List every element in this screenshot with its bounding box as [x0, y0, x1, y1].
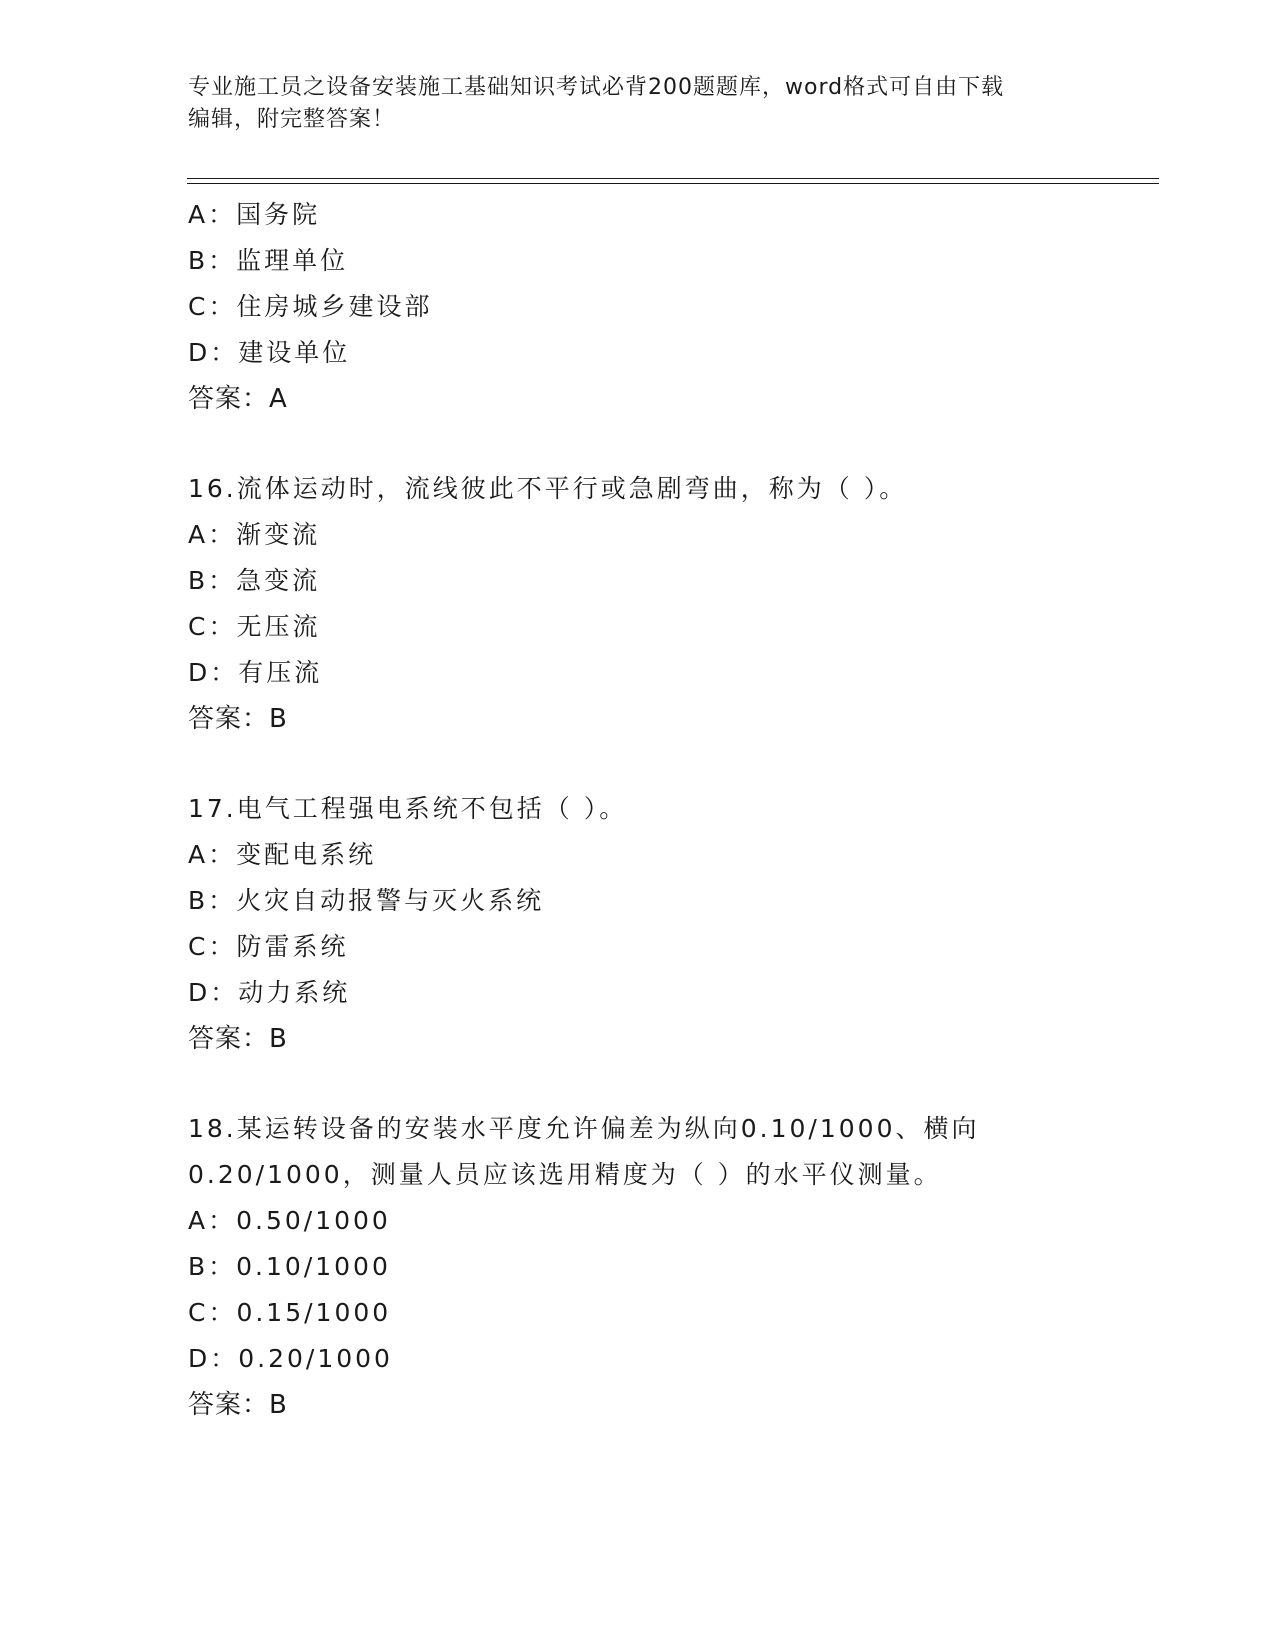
question-text: 16.流体运动时，流线彼此不平行或急剧弯曲，称为（ ）。	[188, 474, 908, 503]
option-c: C：0.15/1000	[188, 1298, 392, 1327]
option-c: C：住房城乡建设部	[188, 292, 433, 321]
answer-line: 答案：A	[188, 384, 288, 414]
option-c: C：防雷系统	[188, 932, 349, 961]
question-block-16	[188, 466, 1168, 742]
document-header	[188, 72, 1088, 136]
answer-line: 答案：B	[188, 1390, 288, 1420]
question-block-15	[188, 192, 1168, 422]
question-text: 17.电气工程强电系统不包括（ ）。	[188, 794, 628, 823]
option-d: D：建设单位	[188, 338, 351, 367]
option-d: D：动力系统	[188, 978, 351, 1007]
option-b: B：火灾自动报警与灭火系统	[188, 886, 545, 915]
question-block-18	[188, 1106, 1168, 1428]
header-line-1: 专业施工员之设备安装施工基础知识考试必背200题题库，word格式可自由下载	[188, 75, 1005, 100]
option-b: B：急变流	[188, 566, 321, 595]
block-spacer	[188, 1062, 1168, 1106]
block-spacer	[188, 742, 1168, 786]
option-b: B：监理单位	[188, 246, 349, 275]
header-line-2: 编辑，附完整答案！	[188, 107, 396, 132]
option-a: A：渐变流	[188, 520, 321, 549]
question-text-line-1: 18.某运转设备的安装水平度允许偏差为纵向0.10/1000、横向	[188, 1114, 980, 1143]
option-d: D：0.20/1000	[188, 1344, 393, 1373]
question-text-line-2: 0.20/1000，测量人员应该选用精度为（ ）的水平仪测量。	[188, 1160, 942, 1189]
answer-line: 答案：B	[188, 1024, 288, 1054]
option-c: C：无压流	[188, 612, 321, 641]
header-divider-top	[187, 178, 1159, 179]
block-spacer	[188, 422, 1168, 466]
option-d: D：有压流	[188, 658, 323, 687]
option-a: A：0.50/1000	[188, 1206, 391, 1235]
option-a: A：国务院	[188, 200, 321, 229]
header-divider-bottom	[187, 183, 1159, 184]
option-a: A：变配电系统	[188, 840, 377, 869]
answer-line: 答案：B	[188, 704, 288, 734]
question-block-17	[188, 786, 1168, 1062]
question-list	[188, 192, 1168, 1428]
option-b: B：0.10/1000	[188, 1252, 391, 1281]
